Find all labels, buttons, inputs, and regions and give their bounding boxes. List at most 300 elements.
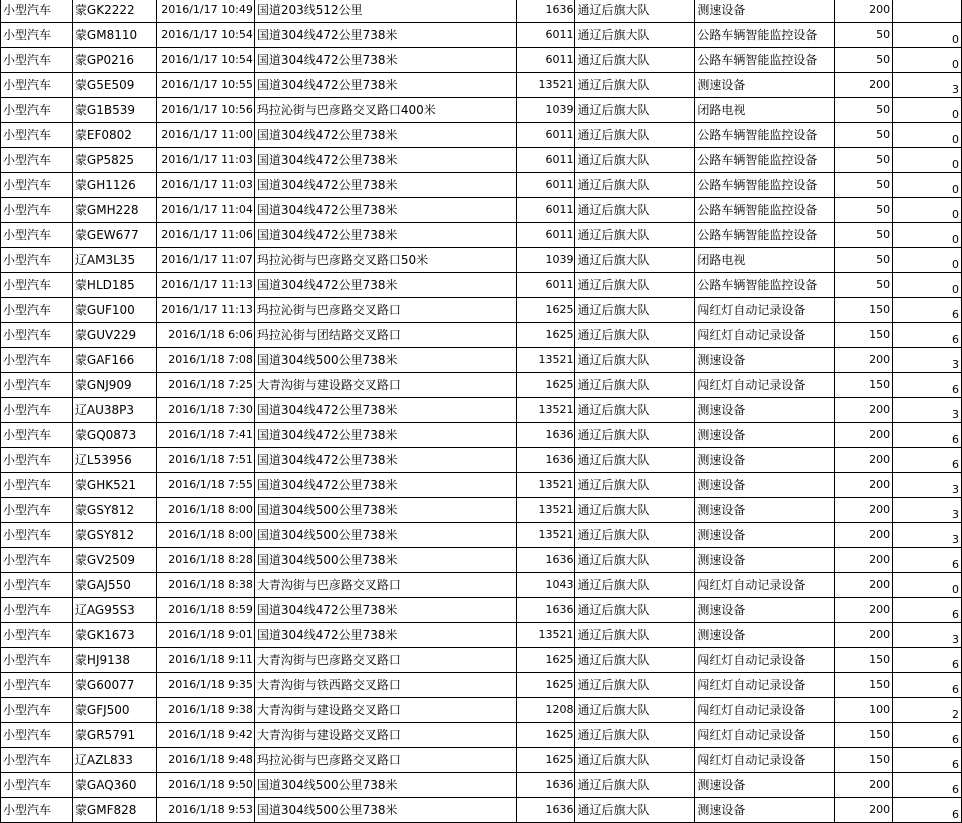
violation-time-cell: 2016/1/17 11:06 <box>156 223 254 248</box>
vehicle-type-cell: 小型汽车 <box>1 223 73 248</box>
location-cell: 大青沟街与铁西路交叉路口 <box>254 673 516 698</box>
plate-number-cell: 辽AM3L35 <box>72 248 156 273</box>
device-cell: 闯红灯自动记录设备 <box>695 723 835 748</box>
location-cell: 国道304线500公里738米 <box>254 548 516 573</box>
device-cell: 测速设备 <box>695 348 835 373</box>
vehicle-type-cell: 小型汽车 <box>1 498 73 523</box>
penalty-points-cell <box>893 0 962 23</box>
device-cell: 测速设备 <box>695 423 835 448</box>
fine-amount-cell: 50 <box>835 273 893 298</box>
vehicle-type-cell: 小型汽车 <box>1 23 73 48</box>
penalty-points-cell: 0 <box>893 123 962 148</box>
vehicle-type-cell: 小型汽车 <box>1 173 73 198</box>
location-cell: 国道304线472公里738米 <box>254 473 516 498</box>
device-cell: 公路车辆智能监控设备 <box>695 223 835 248</box>
violation-code-cell: 6011 <box>516 273 575 298</box>
violation-code-cell: 1636 <box>516 548 575 573</box>
penalty-points-cell: 0 <box>893 223 962 248</box>
vehicle-type-cell: 小型汽车 <box>1 723 73 748</box>
table-row <box>1 673 962 698</box>
location-cell: 玛拉沁街与巴彦路交叉路口 <box>254 748 516 773</box>
vehicle-type-cell: 小型汽车 <box>1 673 73 698</box>
plate-number-cell: 蒙GFJ500 <box>72 698 156 723</box>
device-cell: 测速设备 <box>695 598 835 623</box>
penalty-points-cell: 3 <box>893 473 962 498</box>
violation-code-cell: 1636 <box>516 598 575 623</box>
violation-time-cell: 2016/1/17 10:49 <box>156 0 254 23</box>
violation-code-cell: 1625 <box>516 723 575 748</box>
plate-number-cell: 蒙GUV229 <box>72 323 156 348</box>
violation-code-cell: 1636 <box>516 773 575 798</box>
device-cell: 闯红灯自动记录设备 <box>695 648 835 673</box>
penalty-points-cell: 0 <box>893 148 962 173</box>
table-row <box>1 798 962 823</box>
violation-code-cell: 6011 <box>516 173 575 198</box>
vehicle-type-cell: 小型汽车 <box>1 598 73 623</box>
violation-code-cell: 1625 <box>516 373 575 398</box>
violation-time-cell: 2016/1/17 10:54 <box>156 48 254 73</box>
table-row <box>1 73 962 98</box>
violation-time-cell: 2016/1/18 7:51 <box>156 448 254 473</box>
location-cell: 国道304线472公里738米 <box>254 423 516 448</box>
fine-amount-cell: 150 <box>835 298 893 323</box>
vehicle-type-cell: 小型汽车 <box>1 648 73 673</box>
unit-cell: 通辽后旗大队 <box>575 148 695 173</box>
plate-number-cell: 蒙G1B539 <box>72 98 156 123</box>
plate-number-cell: 蒙GAF166 <box>72 348 156 373</box>
location-cell: 国道304线472公里738米 <box>254 73 516 98</box>
violation-time-cell: 2016/1/18 8:00 <box>156 498 254 523</box>
penalty-points-cell: 3 <box>893 348 962 373</box>
violation-time-cell: 2016/1/18 9:48 <box>156 748 254 773</box>
unit-cell: 通辽后旗大队 <box>575 448 695 473</box>
violation-code-cell: 1636 <box>516 798 575 823</box>
table-row <box>1 423 962 448</box>
fine-amount-cell: 50 <box>835 198 893 223</box>
unit-cell: 通辽后旗大队 <box>575 523 695 548</box>
unit-cell: 通辽后旗大队 <box>575 48 695 73</box>
plate-number-cell: 蒙GEW677 <box>72 223 156 248</box>
device-cell: 测速设备 <box>695 623 835 648</box>
plate-number-cell: 蒙GK2222 <box>72 0 156 23</box>
device-cell: 闯红灯自动记录设备 <box>695 323 835 348</box>
fine-amount-cell: 200 <box>835 473 893 498</box>
vehicle-type-cell: 小型汽车 <box>1 698 73 723</box>
fine-amount-cell: 50 <box>835 148 893 173</box>
location-cell: 国道304线472公里738米 <box>254 48 516 73</box>
table-row <box>1 548 962 573</box>
fine-amount-cell: 200 <box>835 0 893 23</box>
violation-time-cell: 2016/1/18 7:30 <box>156 398 254 423</box>
device-cell: 公路车辆智能监控设备 <box>695 173 835 198</box>
unit-cell: 通辽后旗大队 <box>575 748 695 773</box>
vehicle-type-cell: 小型汽车 <box>1 798 73 823</box>
unit-cell: 通辽后旗大队 <box>575 273 695 298</box>
vehicle-type-cell: 小型汽车 <box>1 573 73 598</box>
penalty-points-cell: 3 <box>893 73 962 98</box>
penalty-points-cell: 6 <box>893 673 962 698</box>
penalty-points-cell: 6 <box>893 723 962 748</box>
fine-amount-cell: 200 <box>835 398 893 423</box>
location-cell: 国道304线472公里738米 <box>254 223 516 248</box>
vehicle-type-cell: 小型汽车 <box>1 48 73 73</box>
violation-code-cell: 1625 <box>516 648 575 673</box>
table-row <box>1 648 962 673</box>
fine-amount-cell: 200 <box>835 498 893 523</box>
violation-code-cell: 1043 <box>516 573 575 598</box>
table-row <box>1 373 962 398</box>
table-row <box>1 623 962 648</box>
vehicle-type-cell: 小型汽车 <box>1 198 73 223</box>
plate-number-cell: 蒙GUF100 <box>72 298 156 323</box>
table-row <box>1 198 962 223</box>
plate-number-cell: 蒙GP5825 <box>72 148 156 173</box>
penalty-points-cell: 6 <box>893 373 962 398</box>
location-cell: 国道304线500公里738米 <box>254 523 516 548</box>
table-row <box>1 48 962 73</box>
location-cell: 玛拉沁街与巴彦路交叉路口 <box>254 298 516 323</box>
violation-code-cell: 13521 <box>516 623 575 648</box>
table-row <box>1 173 962 198</box>
unit-cell: 通辽后旗大队 <box>575 298 695 323</box>
penalty-points-cell: 6 <box>893 298 962 323</box>
unit-cell: 通辽后旗大队 <box>575 423 695 448</box>
violation-time-cell: 2016/1/18 7:25 <box>156 373 254 398</box>
location-cell: 大青沟街与建设路交叉路口 <box>254 723 516 748</box>
penalty-points-cell: 0 <box>893 273 962 298</box>
violation-code-cell: 1208 <box>516 698 575 723</box>
plate-number-cell: 蒙HLD185 <box>72 273 156 298</box>
violation-code-cell: 13521 <box>516 498 575 523</box>
unit-cell: 通辽后旗大队 <box>575 123 695 148</box>
table-row <box>1 23 962 48</box>
penalty-points-cell: 0 <box>893 98 962 123</box>
unit-cell: 通辽后旗大队 <box>575 773 695 798</box>
unit-cell: 通辽后旗大队 <box>575 648 695 673</box>
violation-time-cell: 2016/1/18 8:38 <box>156 573 254 598</box>
location-cell: 国道304线500公里738米 <box>254 348 516 373</box>
fine-amount-cell: 50 <box>835 173 893 198</box>
fine-amount-cell: 200 <box>835 523 893 548</box>
fine-amount-cell: 150 <box>835 648 893 673</box>
penalty-points-cell: 3 <box>893 398 962 423</box>
plate-number-cell: 蒙GMF828 <box>72 798 156 823</box>
plate-number-cell: 蒙G5E509 <box>72 73 156 98</box>
penalty-points-cell: 2 <box>893 698 962 723</box>
violation-time-cell: 2016/1/18 9:01 <box>156 623 254 648</box>
violation-time-cell: 2016/1/18 7:41 <box>156 423 254 448</box>
violation-code-cell: 1636 <box>516 448 575 473</box>
table-row <box>1 223 962 248</box>
penalty-points-cell: 0 <box>893 248 962 273</box>
violation-time-cell: 2016/1/18 9:42 <box>156 723 254 748</box>
location-cell: 国道304线472公里738米 <box>254 623 516 648</box>
violation-time-cell: 2016/1/17 10:56 <box>156 98 254 123</box>
violation-code-cell: 6011 <box>516 48 575 73</box>
device-cell: 闯红灯自动记录设备 <box>695 373 835 398</box>
violation-time-cell: 2016/1/18 9:38 <box>156 698 254 723</box>
fine-amount-cell: 200 <box>835 623 893 648</box>
device-cell: 闯红灯自动记录设备 <box>695 673 835 698</box>
location-cell: 国道304线472公里738米 <box>254 448 516 473</box>
violation-time-cell: 2016/1/17 11:13 <box>156 298 254 323</box>
unit-cell: 通辽后旗大队 <box>575 348 695 373</box>
unit-cell: 通辽后旗大队 <box>575 623 695 648</box>
vehicle-type-cell: 小型汽车 <box>1 248 73 273</box>
violation-time-cell: 2016/1/18 6:06 <box>156 323 254 348</box>
location-cell: 国道304线472公里738米 <box>254 23 516 48</box>
fine-amount-cell: 200 <box>835 773 893 798</box>
plate-number-cell: 蒙GHK521 <box>72 473 156 498</box>
violation-time-cell: 2016/1/17 11:03 <box>156 173 254 198</box>
vehicle-type-cell: 小型汽车 <box>1 73 73 98</box>
violation-time-cell: 2016/1/18 7:08 <box>156 348 254 373</box>
table-row <box>1 398 962 423</box>
table-row <box>1 298 962 323</box>
violation-code-cell: 13521 <box>516 523 575 548</box>
violation-time-cell: 2016/1/18 8:59 <box>156 598 254 623</box>
device-cell: 闯红灯自动记录设备 <box>695 698 835 723</box>
plate-number-cell: 蒙GNJ909 <box>72 373 156 398</box>
device-cell: 测速设备 <box>695 548 835 573</box>
device-cell: 公路车辆智能监控设备 <box>695 198 835 223</box>
vehicle-type-cell: 小型汽车 <box>1 298 73 323</box>
fine-amount-cell: 200 <box>835 598 893 623</box>
violation-code-cell: 13521 <box>516 398 575 423</box>
vehicle-type-cell: 小型汽车 <box>1 323 73 348</box>
violation-time-cell: 2016/1/18 9:53 <box>156 798 254 823</box>
violation-code-cell: 1625 <box>516 298 575 323</box>
location-cell: 国道304线500公里738米 <box>254 498 516 523</box>
plate-number-cell: 蒙GAQ360 <box>72 773 156 798</box>
device-cell: 公路车辆智能监控设备 <box>695 123 835 148</box>
unit-cell: 通辽后旗大队 <box>575 798 695 823</box>
violation-time-cell: 2016/1/18 8:28 <box>156 548 254 573</box>
violation-code-cell: 1625 <box>516 323 575 348</box>
vehicle-type-cell: 小型汽车 <box>1 448 73 473</box>
penalty-points-cell: 6 <box>893 748 962 773</box>
plate-number-cell: 蒙GK1673 <box>72 623 156 648</box>
unit-cell: 通辽后旗大队 <box>575 223 695 248</box>
violation-code-cell: 6011 <box>516 148 575 173</box>
location-cell: 国道304线500公里738米 <box>254 798 516 823</box>
unit-cell: 通辽后旗大队 <box>575 173 695 198</box>
table-row <box>1 98 962 123</box>
table-row <box>1 523 962 548</box>
penalty-points-cell: 6 <box>893 423 962 448</box>
plate-number-cell: 蒙EF0802 <box>72 123 156 148</box>
violation-code-cell: 1636 <box>516 0 575 23</box>
device-cell: 测速设备 <box>695 73 835 98</box>
fine-amount-cell: 200 <box>835 448 893 473</box>
fine-amount-cell: 200 <box>835 573 893 598</box>
device-cell: 测速设备 <box>695 498 835 523</box>
fine-amount-cell: 50 <box>835 48 893 73</box>
unit-cell: 通辽后旗大队 <box>575 723 695 748</box>
vehicle-type-cell: 小型汽车 <box>1 0 73 23</box>
plate-number-cell: 辽AU38P3 <box>72 398 156 423</box>
violation-time-cell: 2016/1/18 7:55 <box>156 473 254 498</box>
penalty-points-cell: 0 <box>893 48 962 73</box>
unit-cell: 通辽后旗大队 <box>575 698 695 723</box>
unit-cell: 通辽后旗大队 <box>575 73 695 98</box>
penalty-points-cell: 3 <box>893 623 962 648</box>
table-row <box>1 123 962 148</box>
table-row <box>1 0 962 23</box>
violation-time-cell: 2016/1/18 9:35 <box>156 673 254 698</box>
fine-amount-cell: 50 <box>835 223 893 248</box>
penalty-points-cell: 3 <box>893 523 962 548</box>
device-cell: 测速设备 <box>695 398 835 423</box>
plate-number-cell: 蒙GMH228 <box>72 198 156 223</box>
fine-amount-cell: 150 <box>835 673 893 698</box>
unit-cell: 通辽后旗大队 <box>575 198 695 223</box>
vehicle-type-cell: 小型汽车 <box>1 473 73 498</box>
vehicle-type-cell: 小型汽车 <box>1 523 73 548</box>
table-body <box>1 0 962 823</box>
location-cell: 大青沟街与巴彦路交叉路口 <box>254 648 516 673</box>
unit-cell: 通辽后旗大队 <box>575 248 695 273</box>
unit-cell: 通辽后旗大队 <box>575 673 695 698</box>
location-cell: 玛拉沁街与团结路交叉路口 <box>254 323 516 348</box>
violation-time-cell: 2016/1/18 9:50 <box>156 773 254 798</box>
violation-code-cell: 1039 <box>516 98 575 123</box>
plate-number-cell: 蒙GQ0873 <box>72 423 156 448</box>
location-cell: 玛拉沁街与巴彦路交叉路口50米 <box>254 248 516 273</box>
plate-number-cell: 蒙GR5791 <box>72 723 156 748</box>
table-row <box>1 748 962 773</box>
location-cell: 国道304线472公里738米 <box>254 598 516 623</box>
location-cell: 国道304线500公里738米 <box>254 773 516 798</box>
penalty-points-cell: 0 <box>893 173 962 198</box>
table-row <box>1 698 962 723</box>
violation-code-cell: 6011 <box>516 198 575 223</box>
location-cell: 大青沟街与巴彦路交叉路口 <box>254 573 516 598</box>
plate-number-cell: 蒙GH1126 <box>72 173 156 198</box>
unit-cell: 通辽后旗大队 <box>575 573 695 598</box>
device-cell: 测速设备 <box>695 473 835 498</box>
device-cell: 测速设备 <box>695 798 835 823</box>
plate-number-cell: 蒙GSY812 <box>72 498 156 523</box>
plate-number-cell: 蒙GP0216 <box>72 48 156 73</box>
violation-code-cell: 6011 <box>516 23 575 48</box>
violation-code-cell: 1039 <box>516 248 575 273</box>
table-row <box>1 773 962 798</box>
penalty-points-cell: 6 <box>893 648 962 673</box>
vehicle-type-cell: 小型汽车 <box>1 98 73 123</box>
table-row <box>1 323 962 348</box>
violation-time-cell: 2016/1/18 8:00 <box>156 523 254 548</box>
fine-amount-cell: 150 <box>835 723 893 748</box>
violation-code-cell: 1636 <box>516 423 575 448</box>
unit-cell: 通辽后旗大队 <box>575 498 695 523</box>
penalty-points-cell: 0 <box>893 198 962 223</box>
table-row <box>1 573 962 598</box>
location-cell: 国道304线472公里738米 <box>254 173 516 198</box>
penalty-points-cell: 6 <box>893 773 962 798</box>
violation-time-cell: 2016/1/17 11:07 <box>156 248 254 273</box>
fine-amount-cell: 50 <box>835 123 893 148</box>
unit-cell: 通辽后旗大队 <box>575 473 695 498</box>
vehicle-type-cell: 小型汽车 <box>1 123 73 148</box>
table-row <box>1 723 962 748</box>
location-cell: 大青沟街与建设路交叉路口 <box>254 698 516 723</box>
penalty-points-cell: 6 <box>893 323 962 348</box>
vehicle-type-cell: 小型汽车 <box>1 623 73 648</box>
penalty-points-cell: 6 <box>893 598 962 623</box>
fine-amount-cell: 200 <box>835 423 893 448</box>
unit-cell: 通辽后旗大队 <box>575 23 695 48</box>
fine-amount-cell: 200 <box>835 548 893 573</box>
device-cell: 公路车辆智能监控设备 <box>695 48 835 73</box>
plate-number-cell: 辽AG95S3 <box>72 598 156 623</box>
violation-code-cell: 6011 <box>516 123 575 148</box>
location-cell: 国道304线472公里738米 <box>254 123 516 148</box>
device-cell: 测速设备 <box>695 448 835 473</box>
unit-cell: 通辽后旗大队 <box>575 598 695 623</box>
location-cell: 国道304线472公里738米 <box>254 398 516 423</box>
fine-amount-cell: 150 <box>835 323 893 348</box>
plate-number-cell: 辽AZL833 <box>72 748 156 773</box>
device-cell: 测速设备 <box>695 773 835 798</box>
device-cell: 公路车辆智能监控设备 <box>695 148 835 173</box>
penalty-points-cell: 6 <box>893 448 962 473</box>
device-cell: 公路车辆智能监控设备 <box>695 273 835 298</box>
table-row <box>1 348 962 373</box>
violation-time-cell: 2016/1/18 9:11 <box>156 648 254 673</box>
vehicle-type-cell: 小型汽车 <box>1 148 73 173</box>
unit-cell: 通辽后旗大队 <box>575 373 695 398</box>
location-cell: 国道203线512公里 <box>254 0 516 23</box>
location-cell: 大青沟街与建设路交叉路口 <box>254 373 516 398</box>
plate-number-cell: 蒙HJ9138 <box>72 648 156 673</box>
plate-number-cell: 蒙G60077 <box>72 673 156 698</box>
device-cell: 闯红灯自动记录设备 <box>695 298 835 323</box>
table-row <box>1 473 962 498</box>
plate-number-cell: 蒙GAJ550 <box>72 573 156 598</box>
unit-cell: 通辽后旗大队 <box>575 0 695 23</box>
unit-cell: 通辽后旗大队 <box>575 323 695 348</box>
violation-code-cell: 13521 <box>516 473 575 498</box>
vehicle-type-cell: 小型汽车 <box>1 373 73 398</box>
fine-amount-cell: 100 <box>835 698 893 723</box>
fine-amount-cell: 150 <box>835 373 893 398</box>
device-cell: 测速设备 <box>695 0 835 23</box>
penalty-points-cell: 6 <box>893 798 962 823</box>
device-cell: 闭路电视 <box>695 248 835 273</box>
table-row <box>1 448 962 473</box>
penalty-points-cell: 0 <box>893 23 962 48</box>
vehicle-type-cell: 小型汽车 <box>1 423 73 448</box>
violation-code-cell: 1625 <box>516 673 575 698</box>
vehicle-type-cell: 小型汽车 <box>1 348 73 373</box>
fine-amount-cell: 150 <box>835 748 893 773</box>
violation-code-cell: 13521 <box>516 348 575 373</box>
table-row <box>1 248 962 273</box>
unit-cell: 通辽后旗大队 <box>575 398 695 423</box>
plate-number-cell: 辽L53956 <box>72 448 156 473</box>
device-cell: 闯红灯自动记录设备 <box>695 748 835 773</box>
violation-time-cell: 2016/1/17 10:54 <box>156 23 254 48</box>
table-row <box>1 598 962 623</box>
vehicle-type-cell: 小型汽车 <box>1 398 73 423</box>
location-cell: 国道304线472公里738米 <box>254 198 516 223</box>
violation-time-cell: 2016/1/17 11:04 <box>156 198 254 223</box>
plate-number-cell: 蒙GSY812 <box>72 523 156 548</box>
device-cell: 闯红灯自动记录设备 <box>695 573 835 598</box>
unit-cell: 通辽后旗大队 <box>575 548 695 573</box>
device-cell: 公路车辆智能监控设备 <box>695 23 835 48</box>
